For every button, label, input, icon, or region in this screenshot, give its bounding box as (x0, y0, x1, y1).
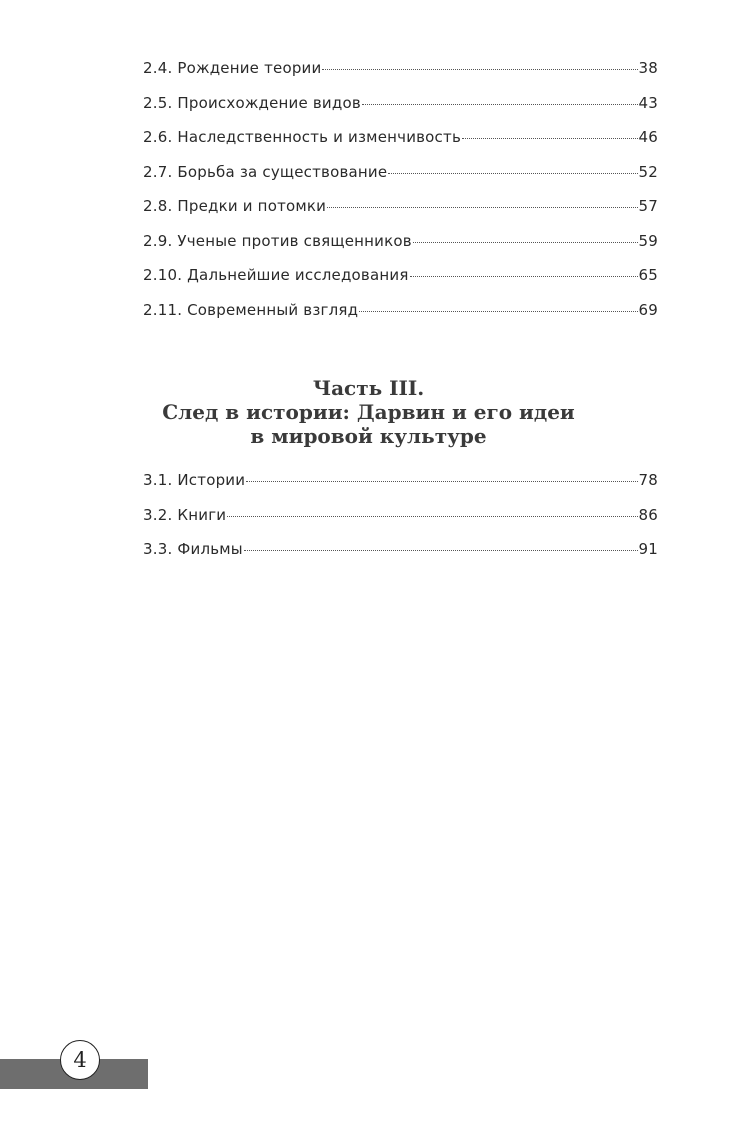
dot-leader (244, 549, 638, 551)
dot-leader (410, 275, 638, 277)
toc-entry-title: 2.9. Ученые против священников (143, 231, 412, 250)
part3-heading-line2: След в истории: Дарвин и его идеи (162, 400, 575, 424)
toc-entry[interactable] (143, 58, 658, 93)
dot-leader (322, 68, 637, 70)
toc-entry-page: 52 (638, 162, 658, 181)
toc-entry-page: 78 (638, 471, 658, 489)
toc-entry[interactable] (143, 300, 658, 335)
dot-leader (327, 206, 637, 208)
toc-entry-title: 3.2. Книги (143, 505, 227, 524)
toc-entry-page: 43 (638, 93, 658, 112)
toc-entry-title: 2.6. Наследственность и изменчивость (143, 128, 461, 146)
toc-entry-page: 91 (638, 540, 658, 558)
part3-heading-line3: в мировой культуре (250, 424, 487, 448)
toc-entry[interactable] (143, 470, 658, 505)
dot-leader (359, 310, 637, 312)
dot-leader (227, 515, 637, 517)
toc-entry-page: 69 (638, 300, 658, 319)
toc-entry-page: 59 (638, 231, 658, 250)
toc-entry-page: 86 (638, 505, 658, 524)
toc-entry-title: 2.10. Дальнейшие исследования (143, 266, 409, 284)
dot-leader (413, 241, 638, 243)
toc-entry[interactable] (143, 196, 658, 231)
dot-leader (362, 103, 638, 105)
toc-entry-page: 57 (638, 197, 658, 215)
toc-entry-title: 2.7. Борьба за существование (143, 162, 388, 181)
toc-entry[interactable] (143, 127, 658, 162)
toc-entry-title: 2.8. Предки и потомки (143, 197, 327, 215)
toc-entry[interactable] (143, 505, 658, 540)
toc-part3-list (143, 470, 658, 574)
toc-entry-title: 2.4. Рождение теории (143, 59, 322, 77)
toc-entry-page: 46 (638, 128, 658, 146)
toc-entry[interactable] (143, 265, 658, 300)
toc-entry[interactable] (143, 93, 658, 128)
toc-entry[interactable] (143, 539, 658, 574)
dot-leader (462, 137, 638, 139)
toc-entry-title: 2.11. Современный взгляд (143, 300, 359, 319)
toc-entry-page: 38 (638, 59, 658, 77)
toc-entry[interactable] (143, 162, 658, 197)
dot-leader (388, 172, 637, 174)
toc-part2-list (143, 58, 658, 334)
toc-entry-title: 3.3. Фильмы (143, 540, 243, 558)
toc-entry-title: 3.1. Истории (143, 471, 246, 489)
dot-leader (246, 480, 637, 482)
toc-entry-title: 2.5. Происхождение видов (143, 93, 361, 112)
page-number: 4 (60, 1040, 100, 1080)
part3-heading-line1: Часть III. (312, 376, 425, 400)
toc-entry[interactable] (143, 231, 658, 266)
toc-entry-page: 65 (638, 266, 658, 284)
part3-heading (0, 376, 737, 448)
